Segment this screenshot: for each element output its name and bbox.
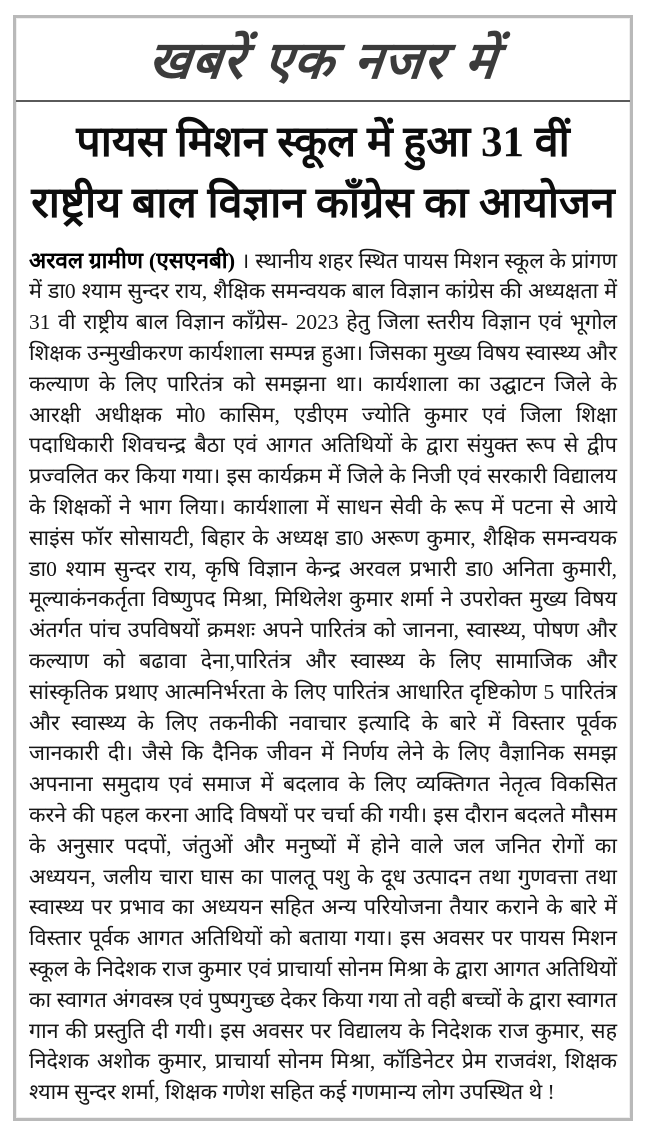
dateline-separator: । <box>241 248 250 273</box>
newspaper-clipping <box>13 15 633 1121</box>
article-body <box>16 240 630 1118</box>
dateline: अरवल ग्रामीण (एसएनबी) <box>29 247 236 273</box>
headline-line-1: पायस मिशन स्कूल में हुआ 31 वीं <box>76 118 570 166</box>
article-body-text: स्थानीय शहर स्थित पायस मिशन स्कूल के प्रांगण में डा0 श्याम सुन्दर राय, शैक्षिक समन्वयक बाल विज्ञान कांग्रेस की अध्यक्षता में 31 वी राष्ट्रीय बाल विज्ञान काँग्रेस- 2023 हेतु जिला स्तरीय विज्ञान एवं भूगोल शिक्षक उन्मुखीकरण कार्यशाला सम्पन्न हुआ। जिसका मुख्य विषय स्वास्थ्य और कल्याण के लिए पारितंत्र को समझना था। कार्यशाला का उद्घाटन जिले के आरक्षी अधीक्षक मो0 कासिम, एडीएम ज्योति कुमार एवं जिला शिक्षा पदाधिकारी शिवचन्द्र बैठा एवं आगत अतिथियों के द्वारा संयुक्त रूप से द्वीप प्रज्वलित कर किया गया। इस कार्यक्रम में जिले के निजी एवं सरकारी विद्यालय के शिक्षकों ने भाग लिया। कार्यशाला में साधन सेवी के रूप में पटना से आये साइंस फॉर सोसायटी, बिहार के अध्यक्ष डा0 अरूण कुमार, शैक्षिक समन्वयक डा0 श्याम सुन्दर राय, कृषि विज्ञान केन्द्र अरवल प्रभारी डा0 अनिता कुमारी, मूल्याकंनकर्तृता विष्णुपद मिश्रा, मिथिलेश कुमार शर्मा ने उपरोक्त मुख्य विषय अंतर्गत पांच उपविषयों क्रमशः अपने पारितंत्र को जानना, स्वास्थ्य, पोषण और कल्याण को बढावा देना,पारितंत्र और स्वास्थ्य के लिए सामाजिक और सांस्कृतिक प्रथाए आत्मनिर्भरता के लिए पारितंत्र आधारित दृष्टिकोण 5 पारितंत्र और स्वास्थ्य के लिए तकनीकी नवाचार इत्यादि के बारे में विस्तार पूर्वक जानकारी दी। जैसे कि दैनिक जीवन में निर्णय लेने के लिए वैज्ञानिक समझ अपनाना समुदाय एवं समाज में बदलाव के लिए व्यक्तिगत नेतृत्व विकसित करने की पहल करना आदि विषयों पर चर्चा की गयी। इस दौरान बदलते मौसम के अनुसार पदपों, जंतुओं और मनुष्यों में होने वाले जल जनित रोगों का अध्ययन, जलीय चारा घास का पालतू पशु के दूध उत्पादन तथा गुणवत्ता तथा स्वास्थ्य पर प्रभाव का अध्ययन सहित अन्य परियोजना तैयार कराने के बारे में विस्तार पूर्वक आगत अतिथियों को बताया गया। इस अवसर पर पायस मिशन स्कूल के निदेशक राज कुमार एवं प्राचार्या सोनम मिश्रा के द्वारा आगत अतिथियों का स्वागत अंगवस्त्र एवं पुष्पगुच्छ देकर किया गया तो वही बच्चों के द्वारा स्वागत गान की प्रस्तुति दी गयी। इस अवसर पर विद्यालय के निदेशक राज कुमार, सह निदेशक अशोक कुमार, प्राचार्या सोनम मिश्रा, कॉडिनेटर प्रेम राजवंश, शिक्षक श्याम सुन्दर शर्मा, शिक्षक गणेश सहित कई गणमान्य लोग उपस्थित थे ! <box>29 248 618 1105</box>
section-banner <box>16 18 630 102</box>
article-headline <box>16 102 630 240</box>
section-banner-title: खबरें एक नजर में <box>145 31 501 92</box>
headline-line-2: राष्ट्रीय बाल विज्ञान काँग्रेस का आयोजन <box>31 179 615 227</box>
